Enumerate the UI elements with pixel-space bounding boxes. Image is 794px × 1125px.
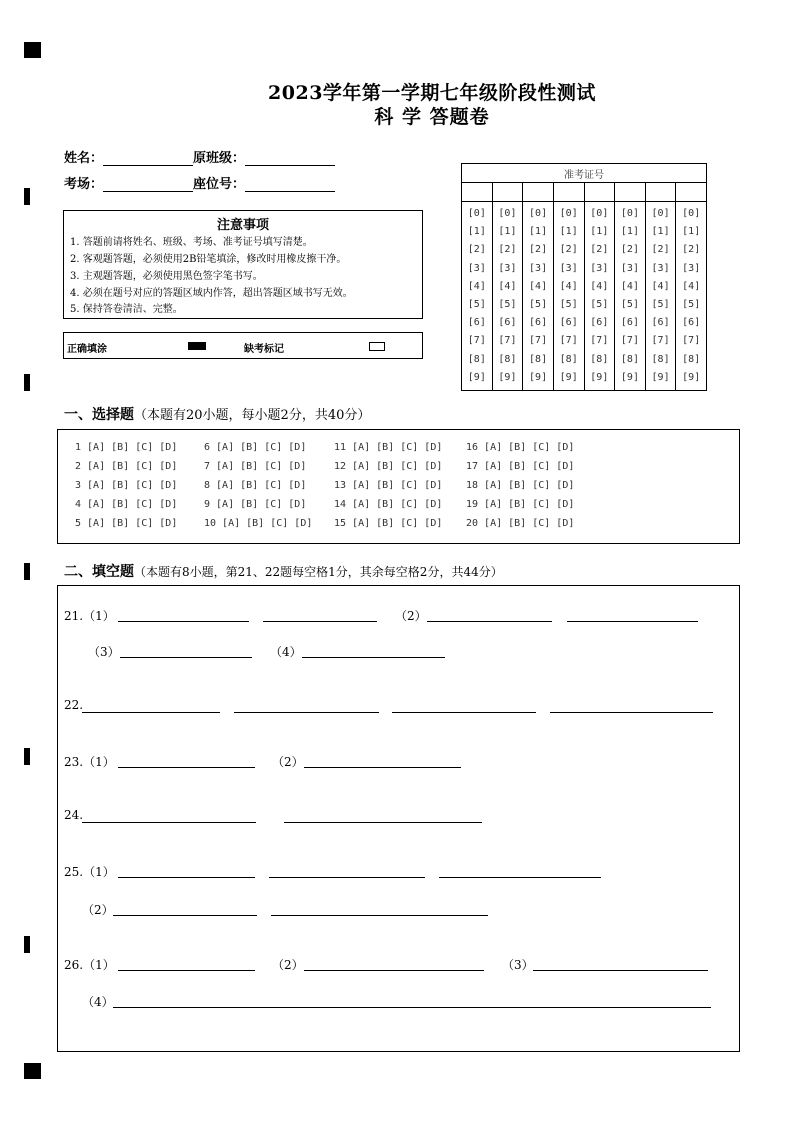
exam-digit-bubble[interactable]: [7] xyxy=(467,335,486,347)
exam-digit-bubble[interactable]: [4] xyxy=(620,280,639,292)
exam-digit-bubble[interactable]: [3] xyxy=(590,262,609,274)
q21-label: 21.（1） xyxy=(64,609,115,623)
exam-digit-bubble[interactable]: [2] xyxy=(590,244,609,256)
exam-digit-bubble[interactable]: [1] xyxy=(467,226,486,238)
exam-digit-bubble[interactable]: [8] xyxy=(682,353,701,365)
answer-line[interactable] xyxy=(118,970,255,971)
room-field[interactable] xyxy=(103,177,193,192)
answer-line[interactable] xyxy=(269,877,425,878)
exam-digit-bubble[interactable]: [8] xyxy=(590,353,609,365)
q21-4-label: （4） xyxy=(270,645,302,659)
absent-label: 缺考标记 xyxy=(244,344,284,355)
exam-digit-bubble[interactable]: [7] xyxy=(529,335,548,347)
answer-line[interactable] xyxy=(113,1007,711,1008)
choice-item[interactable]: 11 [A] [B] [C] [D] xyxy=(334,442,443,453)
exam-digit-bubble[interactable]: [1] xyxy=(620,226,639,238)
exam-digit-bubble[interactable]: [6] xyxy=(682,317,701,329)
exam-digit-bubble[interactable]: [7] xyxy=(498,335,517,347)
answer-line[interactable] xyxy=(118,877,255,878)
side-mark xyxy=(24,748,30,765)
answer-line[interactable] xyxy=(304,767,461,768)
exam-digit-bubble[interactable]: [2] xyxy=(529,244,548,256)
choice-item[interactable]: 14 [A] [B] [C] [D] xyxy=(334,499,443,510)
exam-digit-bubble[interactable]: [8] xyxy=(559,353,578,365)
side-mark xyxy=(24,374,30,391)
exam-digit-bubble[interactable]: [8] xyxy=(620,353,639,365)
exam-digit-bubble[interactable]: [4] xyxy=(559,280,578,292)
exam-digit-bubble[interactable]: [8] xyxy=(651,353,670,365)
section1-heading xyxy=(64,404,370,424)
exam-number-column xyxy=(553,202,584,391)
answer-line[interactable] xyxy=(271,915,488,916)
exam-digit-bubble[interactable]: [8] xyxy=(529,353,548,365)
seat-field[interactable] xyxy=(245,177,335,192)
choice-item[interactable]: 5 [A] [B] [C] [D] xyxy=(75,518,178,529)
answer-line[interactable] xyxy=(82,712,220,713)
class-label: 原班级： xyxy=(193,151,246,166)
exam-digit-bubble[interactable]: [3] xyxy=(620,262,639,274)
corner-mark-bottom-left xyxy=(24,1063,41,1079)
choice-item[interactable]: 7 [A] [B] [C] [D] xyxy=(204,461,307,472)
exam-digit-bubble[interactable]: [4] xyxy=(590,280,609,292)
exam-digit-bubble[interactable]: [4] xyxy=(467,280,486,292)
exam-number-grid xyxy=(461,163,707,391)
exam-digit-bubble[interactable]: [3] xyxy=(529,262,548,274)
exam-digit-bubble[interactable]: [2] xyxy=(620,244,639,256)
answer-line[interactable] xyxy=(82,822,256,823)
exam-digit-bubble[interactable]: [1] xyxy=(682,226,701,238)
q26-4-label: （4） xyxy=(82,995,114,1009)
exam-digit-bubble[interactable]: [8] xyxy=(467,353,486,365)
name-label: 姓名： xyxy=(64,151,104,166)
exam-number-write-cell[interactable] xyxy=(492,183,523,202)
choice-item[interactable]: 13 [A] [B] [C] [D] xyxy=(334,480,443,491)
page-subtitle: 科 学 答题卷 xyxy=(374,106,490,128)
exam-digit-bubble[interactable]: [3] xyxy=(498,262,517,274)
exam-digit-bubble[interactable]: [3] xyxy=(467,262,486,274)
side-mark xyxy=(24,563,30,580)
answer-line[interactable] xyxy=(120,657,252,658)
exam-digit-bubble[interactable]: [4] xyxy=(682,280,701,292)
exam-digit-bubble[interactable]: [7] xyxy=(590,335,609,347)
seat-label: 座位号： xyxy=(193,177,246,192)
corner-mark-top-left xyxy=(24,42,41,58)
section1-title: 一、选择题 xyxy=(64,407,134,423)
choice-item[interactable]: 10 [A] [B] [C] [D] xyxy=(204,518,313,529)
exam-digit-bubble[interactable]: [0] xyxy=(467,208,486,219)
notice-item: 3. 主观题答题，必须使用黑色签字笔书写。 xyxy=(70,271,263,282)
exam-number-column xyxy=(645,202,676,391)
answer-line[interactable] xyxy=(118,621,249,622)
exam-digit-bubble[interactable]: [9] xyxy=(559,371,578,383)
side-mark xyxy=(24,188,30,205)
choice-box xyxy=(57,429,740,544)
q23-label: 23.（1） xyxy=(64,755,115,769)
exam-digit-bubble[interactable]: [9] xyxy=(467,371,486,383)
exam-digit-bubble[interactable]: [5] xyxy=(467,298,486,310)
exam-digit-bubble[interactable]: [0] xyxy=(620,208,639,219)
room-label: 考场： xyxy=(64,177,104,192)
name-field[interactable] xyxy=(103,151,193,166)
section2-title: 二、填空题 xyxy=(64,564,134,580)
fill-blank-box xyxy=(57,585,740,1052)
student-info-row-2 xyxy=(64,173,335,192)
page-title: 2023学年第一学期七年级阶段性测试 xyxy=(268,82,596,104)
exam-digit-bubble[interactable]: [7] xyxy=(651,335,670,347)
exam-digit-bubble[interactable]: [7] xyxy=(682,335,701,347)
exam-number-column xyxy=(584,202,615,391)
answer-line[interactable] xyxy=(439,877,601,878)
exam-digit-bubble[interactable]: [5] xyxy=(620,298,639,310)
exam-number-column xyxy=(676,202,707,391)
exam-number-column xyxy=(615,202,646,391)
answer-line[interactable] xyxy=(304,970,484,971)
exam-digit-bubble[interactable]: [6] xyxy=(651,317,670,329)
q26-label: 26.（1） xyxy=(64,958,115,972)
exam-digit-bubble[interactable]: [2] xyxy=(651,244,670,256)
q22-label: 22. xyxy=(64,698,84,712)
choice-item[interactable]: 3 [A] [B] [C] [D] xyxy=(75,480,178,491)
choice-item[interactable]: 2 [A] [B] [C] [D] xyxy=(75,461,178,472)
exam-digit-bubble[interactable]: [5] xyxy=(682,298,701,310)
exam-digit-bubble[interactable]: [6] xyxy=(498,317,517,329)
exam-digit-bubble[interactable]: [5] xyxy=(529,298,548,310)
q25-2-label: （2） xyxy=(82,903,114,917)
notice-box xyxy=(63,210,423,319)
exam-digit-bubble[interactable]: [3] xyxy=(651,262,670,274)
exam-digit-bubble[interactable]: [2] xyxy=(682,244,701,256)
answer-line[interactable] xyxy=(550,712,713,713)
exam-number-write-cell[interactable] xyxy=(615,183,646,202)
exam-digit-bubble[interactable]: [5] xyxy=(498,298,517,310)
exam-digit-bubble[interactable]: [6] xyxy=(529,317,548,329)
exam-digit-bubble[interactable]: [2] xyxy=(559,244,578,256)
q24-label: 24. xyxy=(64,808,84,822)
section2-heading xyxy=(64,561,503,581)
exam-digit-bubble[interactable]: [4] xyxy=(529,280,548,292)
exam-digit-bubble[interactable]: [1] xyxy=(529,226,548,238)
answer-line[interactable] xyxy=(302,657,445,658)
answer-line[interactable] xyxy=(427,621,552,622)
exam-digit-bubble[interactable]: [0] xyxy=(682,208,701,219)
answer-line[interactable] xyxy=(113,915,257,916)
choice-item[interactable]: 18 [A] [B] [C] [D] xyxy=(466,480,575,491)
answer-line[interactable] xyxy=(392,712,536,713)
choice-item[interactable]: 12 [A] [B] [C] [D] xyxy=(334,461,443,472)
choice-item[interactable]: 15 [A] [B] [C] [D] xyxy=(334,518,443,529)
exam-digit-bubble[interactable]: [5] xyxy=(559,298,578,310)
exam-digit-bubble[interactable]: [2] xyxy=(498,244,517,256)
exam-digit-bubble[interactable]: [8] xyxy=(498,353,517,365)
exam-digit-bubble[interactable]: [7] xyxy=(559,335,578,347)
choice-item[interactable]: 8 [A] [B] [C] [D] xyxy=(204,480,307,491)
exam-digit-bubble[interactable]: [3] xyxy=(559,262,578,274)
exam-digit-bubble[interactable]: [0] xyxy=(498,208,517,219)
exam-number-write-cell[interactable] xyxy=(645,183,676,202)
exam-digit-bubble[interactable]: [6] xyxy=(620,317,639,329)
q21-3-label: （3） xyxy=(88,645,120,659)
notice-title: 注意事项 xyxy=(216,218,269,233)
q25-label: 25.（1） xyxy=(64,865,115,879)
exam-digit-bubble[interactable]: [2] xyxy=(467,244,486,256)
student-info-row-1 xyxy=(64,147,335,166)
exam-digit-bubble[interactable]: [5] xyxy=(651,298,670,310)
filled-sample-mark xyxy=(188,342,206,350)
answer-line[interactable] xyxy=(263,621,377,622)
exam-digit-bubble[interactable]: [6] xyxy=(590,317,609,329)
choice-item[interactable]: 20 [A] [B] [C] [D] xyxy=(466,518,575,529)
exam-number-write-cell[interactable] xyxy=(462,183,493,202)
exam-number-write-cell[interactable] xyxy=(676,183,707,202)
q23-2-label: （2） xyxy=(272,755,304,769)
exam-digit-bubble[interactable]: [4] xyxy=(651,280,670,292)
answer-line[interactable] xyxy=(284,822,482,823)
choice-item[interactable]: 1 [A] [B] [C] [D] xyxy=(75,442,178,453)
exam-digit-bubble[interactable]: [9] xyxy=(498,371,517,383)
answer-line[interactable] xyxy=(118,767,255,768)
absent-checkbox[interactable] xyxy=(369,342,385,351)
section1-note: （本题有20小题，每小题2分，共40分） xyxy=(134,408,371,423)
choice-item[interactable]: 16 [A] [B] [C] [D] xyxy=(466,442,575,453)
exam-number-title: 准考证号 xyxy=(462,164,707,183)
side-mark xyxy=(24,936,30,953)
exam-digit-bubble[interactable]: [9] xyxy=(590,371,609,383)
exam-digit-bubble[interactable]: [9] xyxy=(529,371,548,383)
exam-number-write-cell[interactable] xyxy=(523,183,554,202)
exam-number-digit-row xyxy=(462,202,707,391)
exam-digit-bubble[interactable]: [0] xyxy=(559,208,578,219)
exam-digit-bubble[interactable]: [9] xyxy=(651,371,670,383)
exam-digit-bubble[interactable]: [9] xyxy=(682,371,701,383)
exam-digit-bubble[interactable]: [1] xyxy=(590,226,609,238)
notice-item: 4. 必须在题号对应的答题区域内作答，超出答题区域书写无效。 xyxy=(70,288,353,299)
q21-2-label: （2） xyxy=(395,609,427,623)
notice-item: 2. 客观题答题，必须使用2B铅笔填涂，修改时用橡皮擦干净。 xyxy=(70,254,347,265)
fill-example-box xyxy=(63,332,423,359)
exam-digit-bubble[interactable]: [0] xyxy=(529,208,548,219)
answer-line[interactable] xyxy=(567,621,698,622)
exam-digit-bubble[interactable]: [5] xyxy=(590,298,609,310)
exam-digit-bubble[interactable]: [1] xyxy=(651,226,670,238)
exam-digit-bubble[interactable]: [6] xyxy=(559,317,578,329)
exam-digit-bubble[interactable]: [1] xyxy=(559,226,578,238)
exam-digit-bubble[interactable]: [0] xyxy=(651,208,670,219)
answer-line[interactable] xyxy=(234,712,379,713)
exam-digit-bubble[interactable]: [6] xyxy=(467,317,486,329)
exam-digit-bubble[interactable]: [9] xyxy=(620,371,639,383)
q26-2-label: （2） xyxy=(272,958,304,972)
correct-fill-label: 正确填涂 xyxy=(67,344,107,355)
notice-item: 5. 保持答卷清洁、完整。 xyxy=(70,304,183,315)
class-field[interactable] xyxy=(245,151,335,166)
exam-digit-bubble[interactable]: [7] xyxy=(620,335,639,347)
choice-item[interactable]: 17 [A] [B] [C] [D] xyxy=(466,461,575,472)
choice-item[interactable]: 9 [A] [B] [C] [D] xyxy=(204,499,307,510)
exam-digit-bubble[interactable]: [1] xyxy=(498,226,517,238)
answer-line[interactable] xyxy=(533,970,708,971)
exam-number-column xyxy=(523,202,554,391)
exam-number-column xyxy=(492,202,523,391)
q26-3-label: （3） xyxy=(502,958,534,972)
choice-item[interactable]: 6 [A] [B] [C] [D] xyxy=(204,442,307,453)
exam-digit-bubble[interactable]: [3] xyxy=(682,262,701,274)
exam-number-write-cell[interactable] xyxy=(584,183,615,202)
exam-number-column xyxy=(462,202,493,391)
exam-digit-bubble[interactable]: [0] xyxy=(590,208,609,219)
exam-digit-bubble[interactable]: [4] xyxy=(498,280,517,292)
exam-number-write-cell[interactable] xyxy=(553,183,584,202)
notice-item: 1. 答题前请将姓名、班级、考场、准考证号填写清楚。 xyxy=(70,237,313,248)
choice-item[interactable]: 4 [A] [B] [C] [D] xyxy=(75,499,178,510)
section2-note: （本题有8小题，第21、22题每空格1分，其余每空格2分，共44分） xyxy=(134,565,503,579)
choice-item[interactable]: 19 [A] [B] [C] [D] xyxy=(466,499,575,510)
